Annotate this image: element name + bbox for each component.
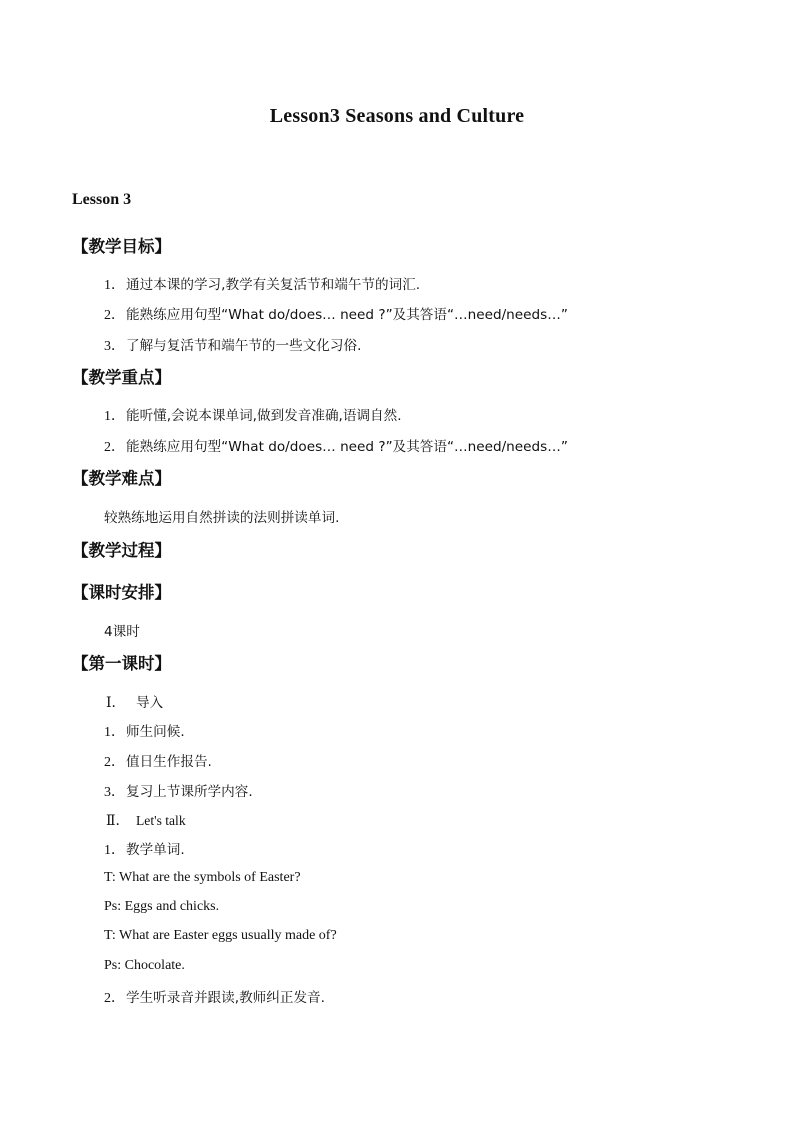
item-number: 2．	[104, 308, 125, 323]
part-label: 导入	[136, 695, 164, 711]
item-number: 1．	[104, 843, 125, 858]
item-number: 3．	[104, 785, 125, 800]
difficulties-text: 较熟练地运用自然拼读的法则拼读单词.	[104, 510, 340, 526]
key-point-item	[104, 435, 568, 456]
dialogue-line: T: What are the symbols of Easter?	[104, 870, 301, 885]
first-period-heading: 【第一课时】	[72, 654, 171, 673]
part1-item	[104, 750, 212, 771]
item-text: 值日生作报告.	[126, 754, 212, 770]
objective-item	[104, 303, 568, 324]
schedule-text: 4课时	[104, 624, 140, 640]
item-text: 师生问候.	[126, 724, 185, 740]
item-number: 3．	[104, 339, 125, 354]
dialogue-line: Ps: Chocolate.	[104, 958, 185, 973]
roman-numeral: Ⅰ．	[106, 696, 126, 711]
item-text: 通过本课的学习,教学有关复活节和端午节的词汇.	[126, 277, 421, 293]
key-point-item	[104, 404, 402, 425]
lesson-label: Lesson 3	[72, 191, 132, 208]
part-label: Let's talk	[136, 813, 186, 828]
objectives-heading: 【教学目标】	[72, 237, 171, 256]
part2-item	[104, 838, 185, 859]
item-number: 2．	[104, 440, 125, 455]
dialogue-line: Ps: Eggs and chicks.	[104, 899, 220, 914]
item-text: 学生听录音并跟读,教师纠正发音.	[126, 990, 325, 1006]
item-number: 1．	[104, 725, 125, 740]
part2-item	[104, 986, 325, 1007]
key-points-heading: 【教学重点】	[72, 368, 171, 387]
item-text: 能熟练应用句型“What do/does… need ?”及其答语“…need/needs…”	[126, 307, 568, 323]
item-text: 能听懂,会说本课单词,做到发音准确,语调自然.	[126, 408, 402, 424]
item-text: 能熟练应用句型“What do/does… need ?”及其答语“…need/needs…”	[126, 439, 568, 455]
part1-item	[104, 720, 185, 741]
process-heading: 【教学过程】	[72, 541, 171, 560]
document-title: Lesson3 Seasons and Culture	[269, 105, 525, 127]
objective-item	[104, 273, 420, 294]
objective-item	[104, 334, 361, 355]
dialogue-line: T: What are Easter eggs usually made of?	[104, 928, 337, 943]
item-number: 2．	[104, 991, 125, 1006]
item-number: 2．	[104, 755, 125, 770]
part1-title	[106, 691, 163, 712]
item-text: 教学单词.	[126, 842, 185, 858]
item-number: 1．	[104, 278, 125, 293]
part2-title	[106, 810, 186, 830]
item-text: 复习上节课所学内容.	[126, 784, 253, 800]
item-text: 了解与复活节和端午节的一些文化习俗.	[126, 338, 362, 354]
difficulties-heading: 【教学难点】	[72, 469, 171, 488]
part1-item	[104, 780, 253, 801]
roman-numeral: Ⅱ．	[106, 814, 130, 829]
schedule-heading: 【课时安排】	[72, 583, 171, 602]
item-number: 1．	[104, 409, 125, 424]
